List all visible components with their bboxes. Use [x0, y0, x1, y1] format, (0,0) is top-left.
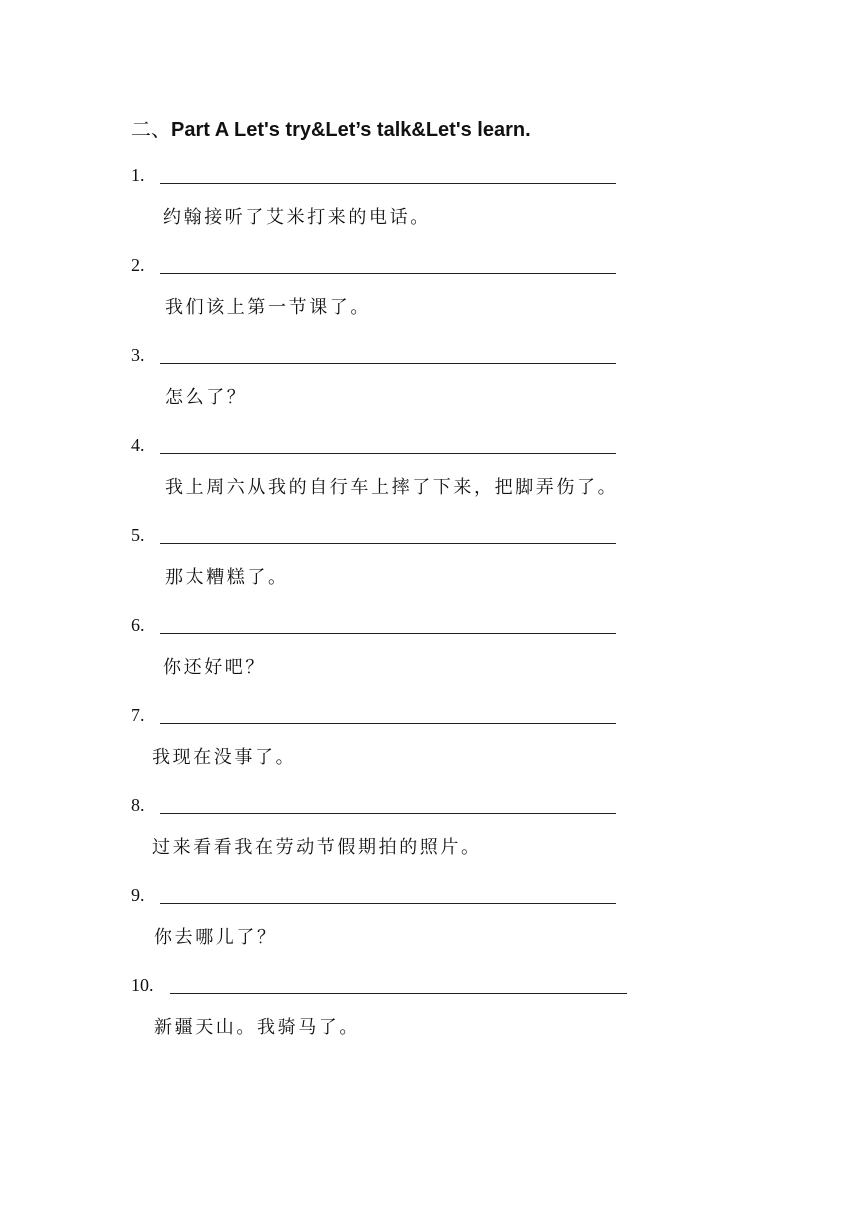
exercise-item [0, 972, 860, 1062]
item-number: 3. [131, 345, 145, 365]
exercise-item [0, 522, 860, 612]
exercise-item [0, 162, 860, 252]
exercise-item [0, 342, 860, 432]
chinese-prompt: 约翰接听了艾米打来的电话。 [163, 207, 431, 228]
answer-blank[interactable] [160, 813, 616, 814]
section-title [131, 116, 531, 143]
answer-blank[interactable] [160, 363, 616, 364]
item-number: 4. [131, 435, 145, 455]
chinese-prompt: 过来看看我在劳动节假期拍的照片。 [152, 837, 482, 858]
chinese-prompt: 怎么了？ [165, 387, 248, 408]
answer-blank[interactable] [160, 903, 616, 904]
answer-blank[interactable] [160, 543, 616, 544]
exercise-item [0, 432, 860, 522]
chinese-prompt: 我现在没事了。 [152, 747, 297, 768]
exercise-item [0, 252, 860, 342]
section-prefix: 二、 [131, 117, 171, 141]
exercise-item [0, 882, 860, 972]
section-heading: Part A Let's try&Let’s talk&Let's learn. [171, 119, 531, 141]
chinese-prompt: 我上周六从我的自行车上摔了下来，把脚弄伤了。 [165, 477, 619, 498]
exercise-item [0, 792, 860, 882]
answer-blank[interactable] [160, 723, 616, 724]
answer-blank[interactable] [160, 633, 616, 634]
answer-blank[interactable] [170, 993, 627, 994]
chinese-prompt: 我们该上第一节课了。 [165, 297, 371, 318]
chinese-prompt: 那太糟糕了。 [165, 567, 289, 588]
item-number: 1. [131, 165, 145, 185]
item-number: 7. [131, 705, 145, 725]
item-number: 9. [131, 885, 145, 905]
item-number: 8. [131, 795, 145, 815]
answer-blank[interactable] [160, 183, 616, 184]
item-number: 6. [131, 615, 145, 635]
item-number: 10. [131, 975, 154, 995]
answer-blank[interactable] [160, 273, 616, 274]
chinese-prompt: 新疆天山。我骑马了。 [154, 1017, 360, 1038]
exercise-item [0, 702, 860, 792]
chinese-prompt: 你去哪儿了？ [154, 927, 278, 948]
exercise-item [0, 612, 860, 702]
answer-blank[interactable] [160, 453, 616, 454]
item-number: 2. [131, 255, 145, 275]
item-number: 5. [131, 525, 145, 545]
chinese-prompt: 你还好吧？ [163, 657, 266, 678]
